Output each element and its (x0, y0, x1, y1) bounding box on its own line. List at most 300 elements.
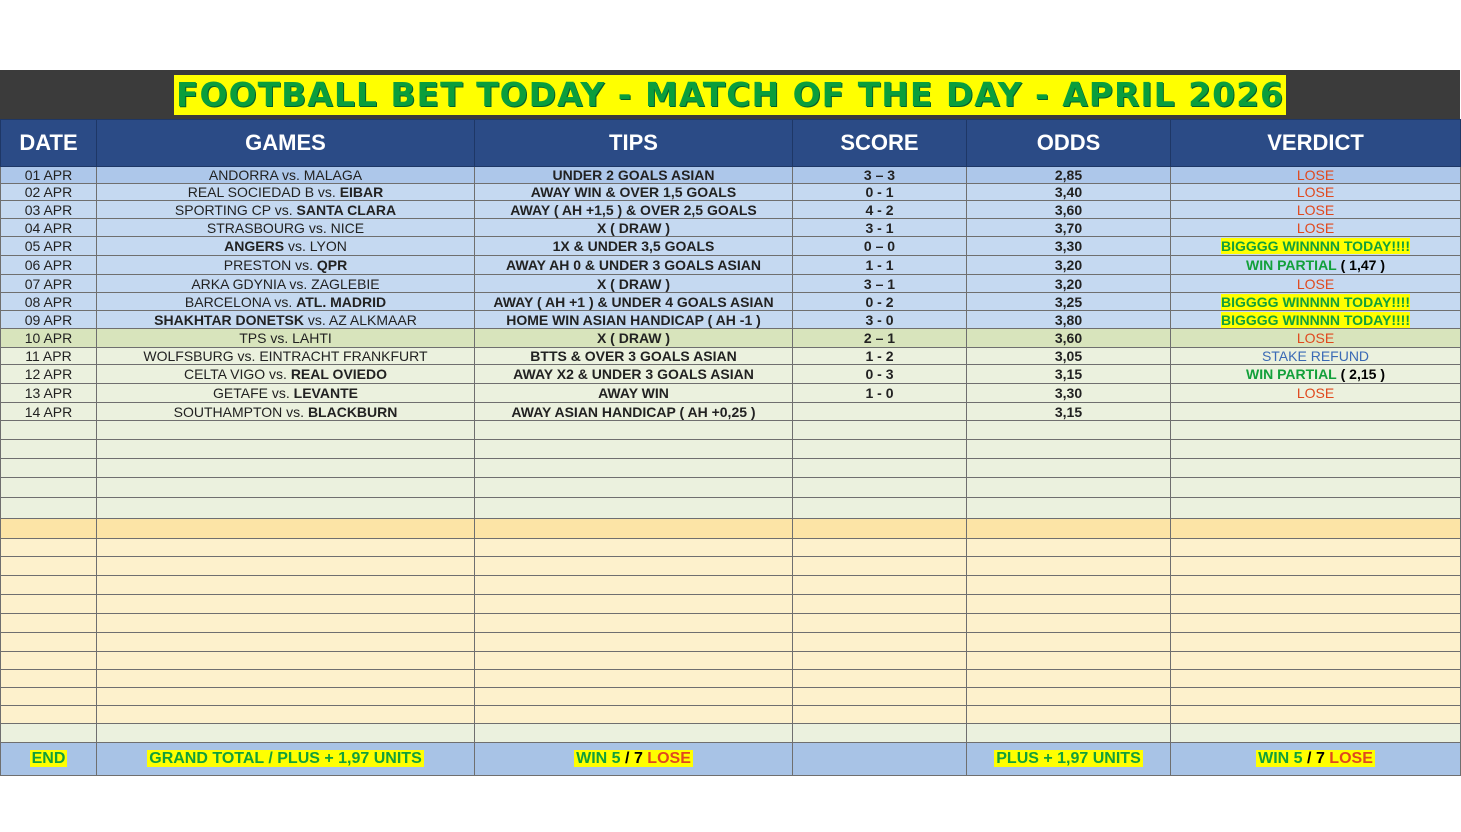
spreadsheet (0, 70, 1460, 776)
cell-date[interactable]: 04 APR (1, 219, 97, 237)
empty-row (1, 459, 1461, 478)
empty-row (1, 633, 1461, 652)
empty-cell[interactable] (1, 688, 97, 706)
cell-game[interactable] (97, 275, 475, 293)
empty-cell[interactable] (1171, 688, 1461, 706)
empty-cell[interactable] (793, 633, 967, 652)
empty-cell[interactable] (475, 557, 793, 576)
away-team: EINTRACHT FRANKFURT (259, 348, 428, 364)
cell-game[interactable] (97, 365, 475, 384)
verdict-label: BIGGGG WINNNN TODAY!!!! (1221, 238, 1410, 254)
verdict-label: LOSE (1296, 219, 1335, 236)
cell-tip[interactable]: AWAY X2 & UNDER 3 GOALS ASIAN (475, 365, 793, 384)
home-team: WOLFSBURG (143, 348, 234, 364)
cell-verdict[interactable] (1171, 184, 1461, 201)
cell-date[interactable]: 08 APR (1, 293, 97, 311)
cell-score[interactable]: 1 - 2 (793, 348, 967, 365)
empty-cell[interactable] (793, 539, 967, 557)
cell-odds[interactable]: 3,70 (967, 219, 1171, 237)
vs-label: vs. (269, 366, 287, 382)
header-games[interactable]: GAMES (97, 120, 475, 167)
empty-cell[interactable] (793, 440, 967, 459)
away-team: MALAGA (303, 167, 363, 183)
cell-score[interactable]: 4 - 2 (793, 201, 967, 219)
cell-score[interactable]: 3 – 3 (793, 167, 967, 184)
page-title: FOOTBALL BET TODAY - MATCH OF THE DAY - APRIL 2026 (175, 74, 1284, 114)
cell-score[interactable]: 3 – 1 (793, 275, 967, 293)
empty-cell[interactable] (1171, 557, 1461, 576)
empty-cell[interactable] (475, 421, 793, 440)
empty-cell[interactable] (475, 706, 793, 724)
cell-tip[interactable]: HOME WIN ASIAN HANDICAP ( AH -1 ) (475, 311, 793, 329)
empty-row (1, 706, 1461, 724)
vs-label: vs. (271, 385, 290, 401)
empty-row (1, 421, 1461, 440)
empty-cell[interactable] (793, 688, 967, 706)
cell-game[interactable] (97, 219, 475, 237)
cell-tip[interactable]: BTTS & OVER 3 GOALS ASIAN (475, 348, 793, 365)
cell-date[interactable]: 09 APR (1, 311, 97, 329)
empty-cell[interactable] (475, 724, 793, 743)
empty-cell[interactable] (1171, 670, 1461, 688)
empty-cell[interactable] (1171, 421, 1461, 440)
cell-date[interactable]: 05 APR (1, 237, 97, 256)
empty-row (1, 440, 1461, 459)
total-score[interactable] (793, 743, 967, 776)
empty-row (1, 498, 1461, 519)
empty-cell[interactable] (1, 478, 97, 498)
empty-cell[interactable] (97, 652, 475, 670)
empty-cell[interactable] (475, 498, 793, 519)
cell-odds[interactable]: 3,05 (967, 348, 1171, 365)
table-row (1, 293, 1461, 311)
cell-score[interactable]: 1 - 1 (793, 256, 967, 275)
vs-label: vs. (287, 238, 306, 254)
empty-cell[interactable] (97, 459, 475, 478)
empty-cell[interactable] (1171, 440, 1461, 459)
cell-verdict[interactable] (1171, 293, 1461, 311)
empty-cell[interactable] (967, 706, 1171, 724)
empty-cell[interactable] (1, 440, 97, 459)
empty-cell[interactable] (1, 557, 97, 576)
empty-row (1, 576, 1461, 595)
cell-score[interactable]: 3 - 1 (793, 219, 967, 237)
empty-cell[interactable] (1171, 459, 1461, 478)
table-row (1, 329, 1461, 348)
cell-tip[interactable]: AWAY ( AH +1,5 ) & OVER 2,5 GOALS (475, 201, 793, 219)
cell-odds[interactable]: 3,15 (967, 365, 1171, 384)
cell-game[interactable] (97, 184, 475, 201)
verdict-label: WIN PARTIAL (1246, 366, 1337, 382)
empty-cell[interactable] (1171, 539, 1461, 557)
cell-tip[interactable]: AWAY ( AH +1 ) & UNDER 4 GOALS ASIAN (475, 293, 793, 311)
cell-verdict[interactable] (1171, 403, 1461, 421)
cell-score[interactable]: 0 - 1 (793, 184, 967, 201)
table-row (1, 365, 1461, 384)
empty-cell[interactable] (1171, 595, 1461, 614)
empty-cell[interactable] (967, 595, 1171, 614)
end-label: END (31, 750, 66, 767)
empty-cell[interactable] (967, 688, 1171, 706)
table-row (1, 311, 1461, 329)
lose-count: 7 (1315, 750, 1325, 767)
cell-score[interactable]: 3 - 0 (793, 311, 967, 329)
total-date[interactable] (1, 743, 97, 776)
home-team: GETAFE (213, 385, 268, 401)
empty-cell[interactable] (475, 478, 793, 498)
home-team: REAL SOCIEDAD B (187, 184, 315, 200)
cell-verdict[interactable] (1171, 275, 1461, 293)
empty-cell[interactable] (967, 459, 1171, 478)
cell-date[interactable]: 11 APR (1, 348, 97, 365)
win-lose-summary (574, 750, 693, 767)
verdict-label: LOSE (1296, 201, 1335, 218)
cell-date[interactable]: 12 APR (1, 365, 97, 384)
cell-score[interactable]: 0 - 3 (793, 365, 967, 384)
empty-cell[interactable] (793, 652, 967, 670)
cell-odds[interactable]: 3,60 (967, 329, 1171, 348)
home-team: SPORTING CP (174, 201, 271, 218)
verdict-label: LOSE (1296, 330, 1335, 346)
vs-label: vs. (274, 293, 293, 310)
table-row (1, 384, 1461, 403)
verdict-label: LOSE (1296, 275, 1335, 292)
separator: / (1307, 750, 1312, 767)
empty-cell[interactable] (967, 614, 1171, 633)
empty-cell[interactable] (97, 614, 475, 633)
empty-cell[interactable] (97, 519, 475, 539)
cell-score[interactable]: 0 – 0 (793, 237, 967, 256)
vs-label: vs. (286, 403, 305, 420)
empty-cell[interactable] (97, 539, 475, 557)
empty-cell[interactable] (1, 576, 97, 595)
cell-odds[interactable]: 3,40 (967, 184, 1171, 201)
empty-row (1, 724, 1461, 743)
empty-cell[interactable] (475, 633, 793, 652)
empty-cell[interactable] (1171, 478, 1461, 498)
empty-cell[interactable] (793, 670, 967, 688)
empty-cell[interactable] (97, 595, 475, 614)
win-count: WIN 5 (1258, 750, 1303, 767)
table-row (1, 237, 1461, 256)
empty-cell[interactable] (1, 519, 97, 539)
away-team: SANTA CLARA (296, 201, 397, 218)
verdict-label: LOSE (1296, 167, 1335, 183)
empty-cell[interactable] (1171, 633, 1461, 652)
cell-game[interactable] (97, 311, 475, 329)
cell-verdict[interactable] (1171, 311, 1461, 329)
table-row (1, 167, 1461, 184)
cell-odds[interactable]: 3,30 (967, 384, 1171, 403)
empty-cell[interactable] (97, 498, 475, 519)
away-team: QPR (316, 257, 348, 273)
empty-cell[interactable] (793, 576, 967, 595)
empty-cell[interactable] (97, 440, 475, 459)
cell-game[interactable] (97, 256, 475, 275)
cell-verdict[interactable] (1171, 167, 1461, 184)
vs-label: vs. (237, 348, 256, 364)
vs-label: vs. (308, 219, 327, 236)
title-bar (0, 70, 1460, 119)
home-team: BARCELONA (184, 293, 271, 310)
home-team: STRASBOURG (206, 219, 305, 236)
empty-cell[interactable] (97, 633, 475, 652)
verdict-label: STAKE REFUND (1261, 348, 1370, 364)
cell-tip[interactable]: X ( DRAW ) (475, 219, 793, 237)
cell-game[interactable] (97, 348, 475, 365)
cell-verdict[interactable] (1171, 384, 1461, 403)
empty-cell[interactable] (793, 478, 967, 498)
cell-date[interactable]: 01 APR (1, 167, 97, 184)
win-lose-summary (1256, 750, 1375, 767)
bets-table (0, 119, 1461, 776)
cell-tip[interactable]: UNDER 2 GOALS ASIAN (475, 167, 793, 184)
cell-game[interactable] (97, 384, 475, 403)
away-team: NICE (330, 219, 365, 236)
cell-game[interactable] (97, 167, 475, 184)
empty-cell[interactable] (475, 688, 793, 706)
cell-odds[interactable]: 2,85 (967, 167, 1171, 184)
empty-cell[interactable] (97, 576, 475, 595)
separator: / (625, 750, 630, 767)
cell-verdict[interactable] (1171, 237, 1461, 256)
cell-date[interactable]: 02 APR (1, 184, 97, 201)
empty-row (1, 557, 1461, 576)
empty-cell[interactable] (967, 421, 1171, 440)
empty-cell[interactable] (97, 688, 475, 706)
lose-label: LOSE (647, 750, 691, 767)
vs-label: vs. (289, 275, 308, 292)
empty-row (1, 519, 1461, 539)
cell-game[interactable] (97, 329, 475, 348)
empty-row (1, 614, 1461, 633)
vs-label: vs. (317, 184, 336, 200)
empty-cell[interactable] (967, 539, 1171, 557)
cell-date[interactable]: 03 APR (1, 201, 97, 219)
empty-cell[interactable] (1, 724, 97, 743)
empty-cell[interactable] (967, 498, 1171, 519)
table-row (1, 348, 1461, 365)
cell-verdict[interactable] (1171, 201, 1461, 219)
header-verdict[interactable]: VERDICT (1171, 120, 1461, 167)
empty-cell[interactable] (793, 614, 967, 633)
empty-cell[interactable] (1171, 519, 1461, 539)
cell-score[interactable]: 2 – 1 (793, 329, 967, 348)
empty-cell[interactable] (97, 706, 475, 724)
empty-cell[interactable] (1171, 498, 1461, 519)
cell-game[interactable] (97, 293, 475, 311)
away-team: BLACKBURN (307, 403, 398, 420)
empty-row (1, 539, 1461, 557)
total-tips[interactable] (475, 743, 793, 776)
empty-cell[interactable] (793, 421, 967, 440)
empty-cell[interactable] (97, 670, 475, 688)
empty-cell[interactable] (967, 633, 1171, 652)
empty-row (1, 688, 1461, 706)
home-team: ARKA GDYNIA (191, 275, 286, 292)
empty-cell[interactable] (97, 478, 475, 498)
cell-tip[interactable]: AWAY WIN (475, 384, 793, 403)
empty-cell[interactable] (967, 478, 1171, 498)
lose-label: LOSE (1329, 750, 1373, 767)
empty-cell[interactable] (793, 459, 967, 478)
empty-cell[interactable] (475, 670, 793, 688)
table-body (1, 167, 1461, 776)
verdict-label: WIN PARTIAL (1246, 257, 1337, 273)
table-row (1, 403, 1461, 421)
empty-cell[interactable] (967, 652, 1171, 670)
verdict-label: LOSE (1296, 184, 1335, 200)
empty-cell[interactable] (793, 557, 967, 576)
empty-cell[interactable] (475, 440, 793, 459)
verdict-value: ( 1,47 ) (1340, 257, 1385, 273)
cell-game[interactable] (97, 237, 475, 256)
away-team: LAHTI (292, 330, 332, 346)
empty-cell[interactable] (1171, 652, 1461, 670)
away-team: ATL. MADRID (296, 293, 387, 310)
total-odds[interactable] (967, 743, 1171, 776)
empty-cell[interactable] (793, 498, 967, 519)
table-row (1, 219, 1461, 237)
empty-cell[interactable] (967, 670, 1171, 688)
total-games[interactable] (97, 743, 475, 776)
header-odds[interactable]: ODDS (967, 120, 1171, 167)
empty-cell[interactable] (967, 576, 1171, 595)
table-row (1, 256, 1461, 275)
empty-cell[interactable] (1171, 724, 1461, 743)
header-score[interactable]: SCORE (793, 120, 967, 167)
empty-cell[interactable] (1, 459, 97, 478)
cell-tip[interactable]: AWAY AH 0 & UNDER 3 GOALS ASIAN (475, 256, 793, 275)
verdict-label: BIGGGG WINNNN TODAY!!!! (1221, 311, 1410, 328)
away-team: LEVANTE (293, 385, 358, 401)
cell-score[interactable]: 0 - 2 (793, 293, 967, 311)
cell-score[interactable]: 1 - 0 (793, 384, 967, 403)
vs-label: vs. (274, 201, 293, 218)
table-row (1, 184, 1461, 201)
cell-tip[interactable]: 1X & UNDER 3,5 GOALS (475, 237, 793, 256)
cell-date[interactable]: 14 APR (1, 403, 97, 421)
total-row (1, 743, 1461, 776)
win-count: WIN 5 (576, 750, 621, 767)
home-team: ANGERS (224, 238, 285, 254)
empty-cell[interactable] (1171, 614, 1461, 633)
empty-cell[interactable] (1, 633, 97, 652)
empty-cell[interactable] (793, 595, 967, 614)
header-date[interactable]: DATE (1, 120, 97, 167)
empty-cell[interactable] (1, 498, 97, 519)
cell-odds[interactable]: 3,60 (967, 201, 1171, 219)
cell-odds[interactable]: 3,25 (967, 293, 1171, 311)
empty-cell[interactable] (1, 706, 97, 724)
empty-cell[interactable] (97, 557, 475, 576)
home-team: SOUTHAMPTON (173, 403, 283, 420)
verdict-value: ( 2,15 ) (1340, 366, 1385, 382)
cell-game[interactable] (97, 403, 475, 421)
verdict-label: BIGGGG WINNNN TODAY!!!! (1221, 293, 1410, 310)
cell-game[interactable] (97, 201, 475, 219)
empty-cell[interactable] (97, 421, 475, 440)
home-team: ANDORRA (208, 167, 279, 183)
away-team: REAL OVIEDO (290, 366, 388, 382)
empty-row (1, 670, 1461, 688)
vs-label: vs. (295, 257, 313, 273)
verdict-label: LOSE (1296, 385, 1335, 401)
empty-cell[interactable] (475, 539, 793, 557)
cell-verdict[interactable] (1171, 365, 1461, 384)
cell-odds[interactable]: 3,15 (967, 403, 1171, 421)
cell-odds[interactable]: 3,30 (967, 237, 1171, 256)
empty-cell[interactable] (1, 614, 97, 633)
home-team: CELTA VIGO (183, 366, 266, 382)
empty-cell[interactable] (793, 706, 967, 724)
vs-label: vs. (270, 330, 289, 346)
lose-count: 7 (633, 750, 643, 767)
cell-tip[interactable]: AWAY ASIAN HANDICAP ( AH +0,25 ) (475, 403, 793, 421)
cell-tip[interactable]: X ( DRAW ) (475, 275, 793, 293)
empty-row (1, 595, 1461, 614)
empty-cell[interactable] (967, 557, 1171, 576)
cell-tip[interactable]: X ( DRAW ) (475, 329, 793, 348)
home-team: TPS (239, 330, 267, 346)
grand-total-label: GRAND TOTAL / PLUS + 1,97 UNITS (149, 750, 422, 767)
empty-cell[interactable] (475, 576, 793, 595)
empty-cell[interactable] (475, 519, 793, 539)
empty-cell[interactable] (1, 670, 97, 688)
empty-cell[interactable] (1171, 576, 1461, 595)
empty-cell[interactable] (97, 724, 475, 743)
empty-cell[interactable] (793, 724, 967, 743)
away-team: LYON (309, 238, 347, 254)
empty-cell[interactable] (1, 595, 97, 614)
empty-cell[interactable] (475, 614, 793, 633)
empty-cell[interactable] (1171, 706, 1461, 724)
home-team: SHAKHTAR DONETSK (154, 311, 305, 328)
table-row (1, 201, 1461, 219)
cell-verdict[interactable] (1171, 348, 1461, 365)
cell-tip[interactable]: AWAY WIN & OVER 1,5 GOALS (475, 184, 793, 201)
empty-cell[interactable] (967, 519, 1171, 539)
cell-date[interactable]: 13 APR (1, 384, 97, 403)
cell-date[interactable]: 07 APR (1, 275, 97, 293)
empty-cell[interactable] (793, 519, 967, 539)
empty-cell[interactable] (475, 459, 793, 478)
vs-label: vs. (307, 311, 326, 328)
home-team: PRESTON (223, 257, 292, 273)
empty-cell[interactable] (1, 652, 97, 670)
empty-cell[interactable] (475, 652, 793, 670)
away-team: EIBAR (339, 184, 384, 200)
cell-odds[interactable]: 3,20 (967, 275, 1171, 293)
empty-cell[interactable] (1, 539, 97, 557)
plus-units: PLUS + 1,97 UNITS (996, 750, 1141, 767)
cell-date[interactable]: 10 APR (1, 329, 97, 348)
cell-verdict[interactable] (1171, 256, 1461, 275)
empty-cell[interactable] (967, 440, 1171, 459)
empty-cell[interactable] (475, 595, 793, 614)
cell-verdict[interactable] (1171, 219, 1461, 237)
empty-cell[interactable] (967, 724, 1171, 743)
cell-odds[interactable]: 3,20 (967, 256, 1171, 275)
empty-cell[interactable] (1, 421, 97, 440)
total-verdict[interactable] (1171, 743, 1461, 776)
cell-score[interactable] (793, 403, 967, 421)
cell-verdict[interactable] (1171, 329, 1461, 348)
cell-odds[interactable]: 3,80 (967, 311, 1171, 329)
header-tips[interactable]: TIPS (475, 120, 793, 167)
away-team: AZ ALKMAAR (328, 311, 417, 328)
cell-date[interactable]: 06 APR (1, 256, 97, 275)
